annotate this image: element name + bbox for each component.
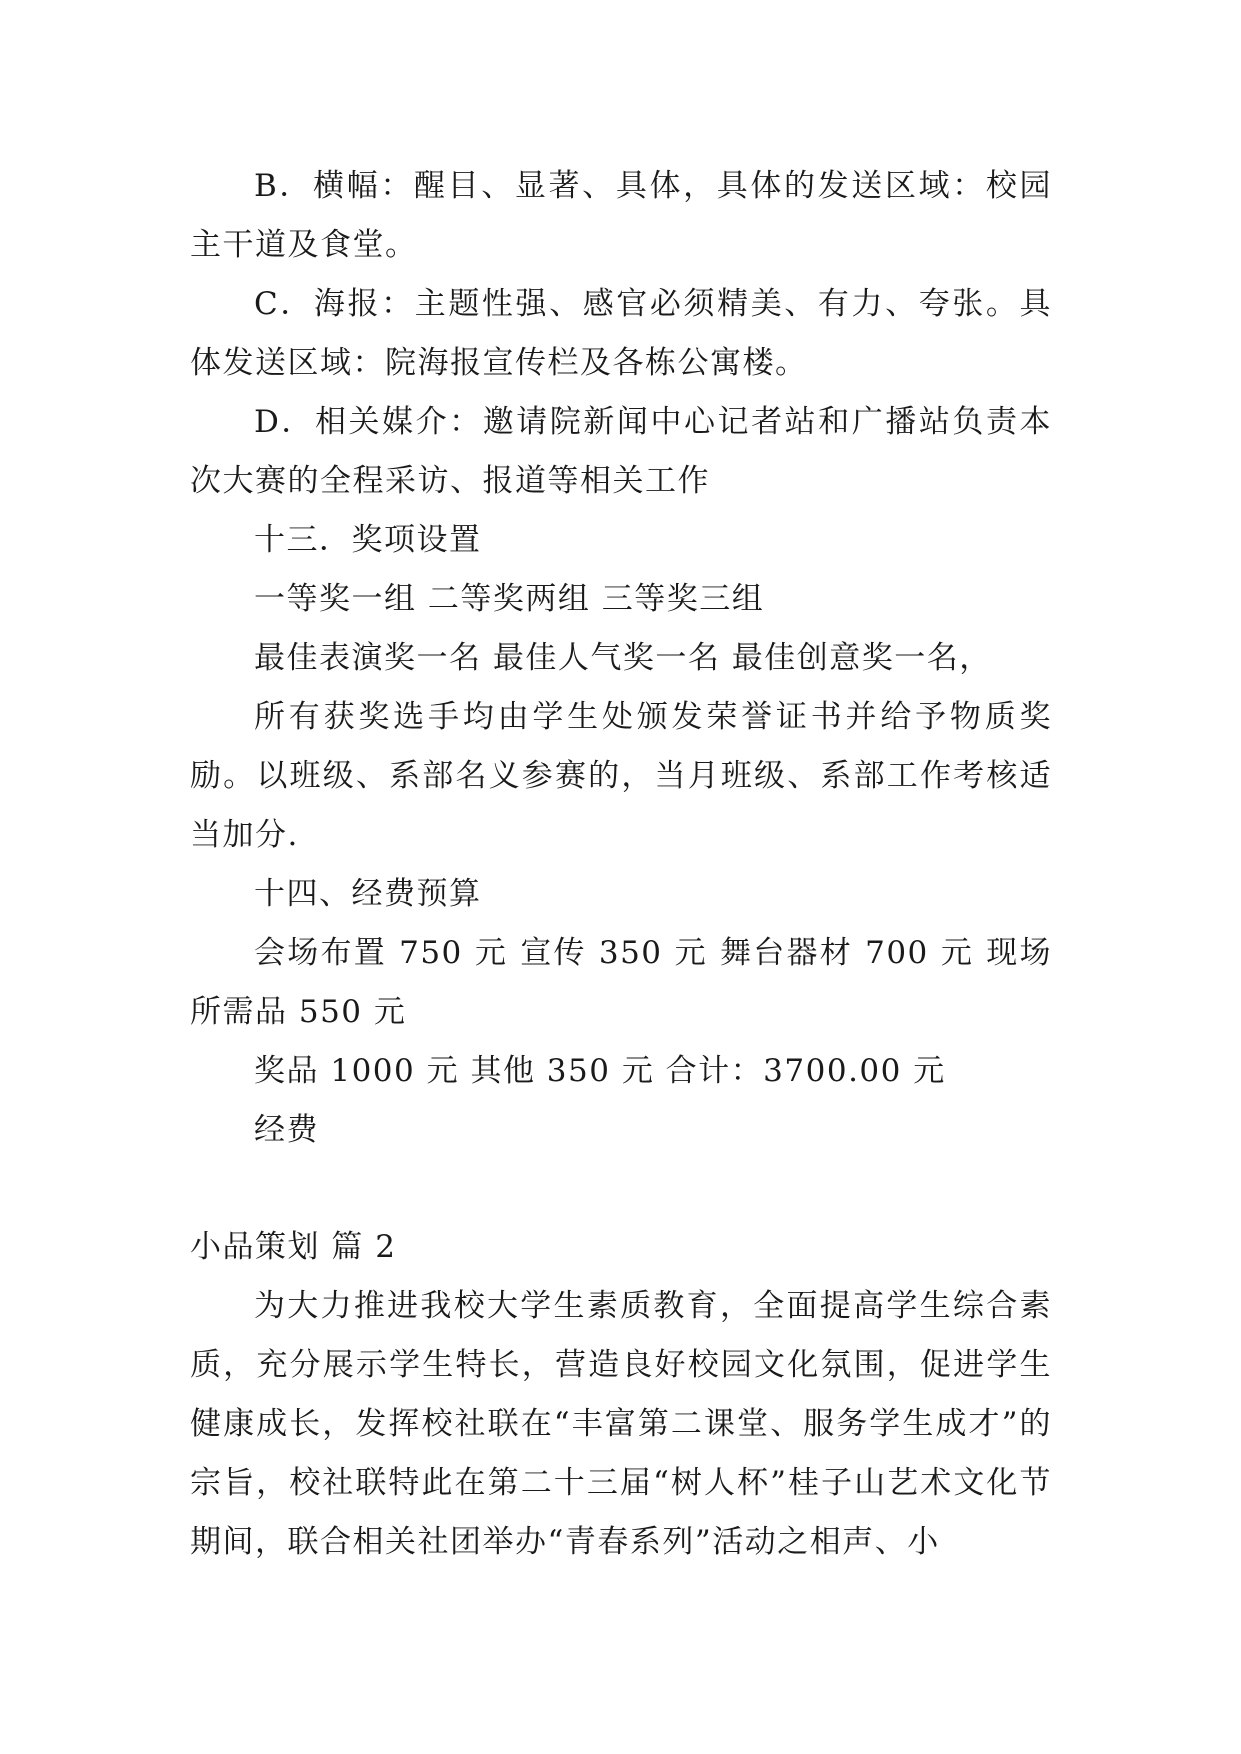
heading-awards: 十三．奖项设置	[254, 522, 482, 558]
section-heading: 小品策划 篇 2	[190, 1229, 397, 1265]
paragraph-poster: C．海报：主题性强、感官必须精美、有力、夸张。具体发送区域：院海报宣传栏及各栋公寓楼。	[190, 286, 1052, 381]
paragraph-funding: 经费	[254, 1112, 319, 1148]
paragraph-budget-items: 会场布置 750 元 宣传 350 元 舞台器材 700 元 现场所需品 550 元	[190, 935, 1052, 1030]
paragraph-budget-total: 奖品 1000 元 其他 350 元 合计：3700.00 元	[254, 1053, 946, 1089]
paragraph-intro: 为大力推进我校大学生素质教育，全面提高学生综合素质，充分展示学生特长，营造良好校园文化氛围，促进学生健康成长，发挥校社联在“丰富第二课堂、服务学生成才”的宗旨，校社联特此在第二十三届“树人杯”桂子山艺术文化节期间，联合相关社团举办“青春系列”活动之相声、小	[190, 1288, 1052, 1560]
heading-budget: 十四、经费预算	[254, 876, 482, 912]
paragraph-award-rules: 所有获奖选手均由学生处颁发荣誉证书并给予物质奖励。以班级、系部名义参赛的，当月班级、系部工作考核适当加分.	[190, 699, 1052, 853]
paragraph-award-groups: 一等奖一组 二等奖两组 三等奖三组	[254, 581, 765, 617]
paragraph-special-awards: 最佳表演奖一名 最佳人气奖一名 最佳创意奖一名，	[254, 640, 992, 676]
document-body	[190, 157, 1052, 1572]
paragraph-media: D．相关媒介：邀请院新闻中心记者站和广播站负责本次大赛的全程采访、报道等相关工作	[190, 404, 1052, 499]
section-spacer	[190, 1160, 1052, 1218]
paragraph-banner: B．横幅：醒目、显著、具体，具体的发送区域：校园主干道及食堂。	[190, 168, 1052, 263]
